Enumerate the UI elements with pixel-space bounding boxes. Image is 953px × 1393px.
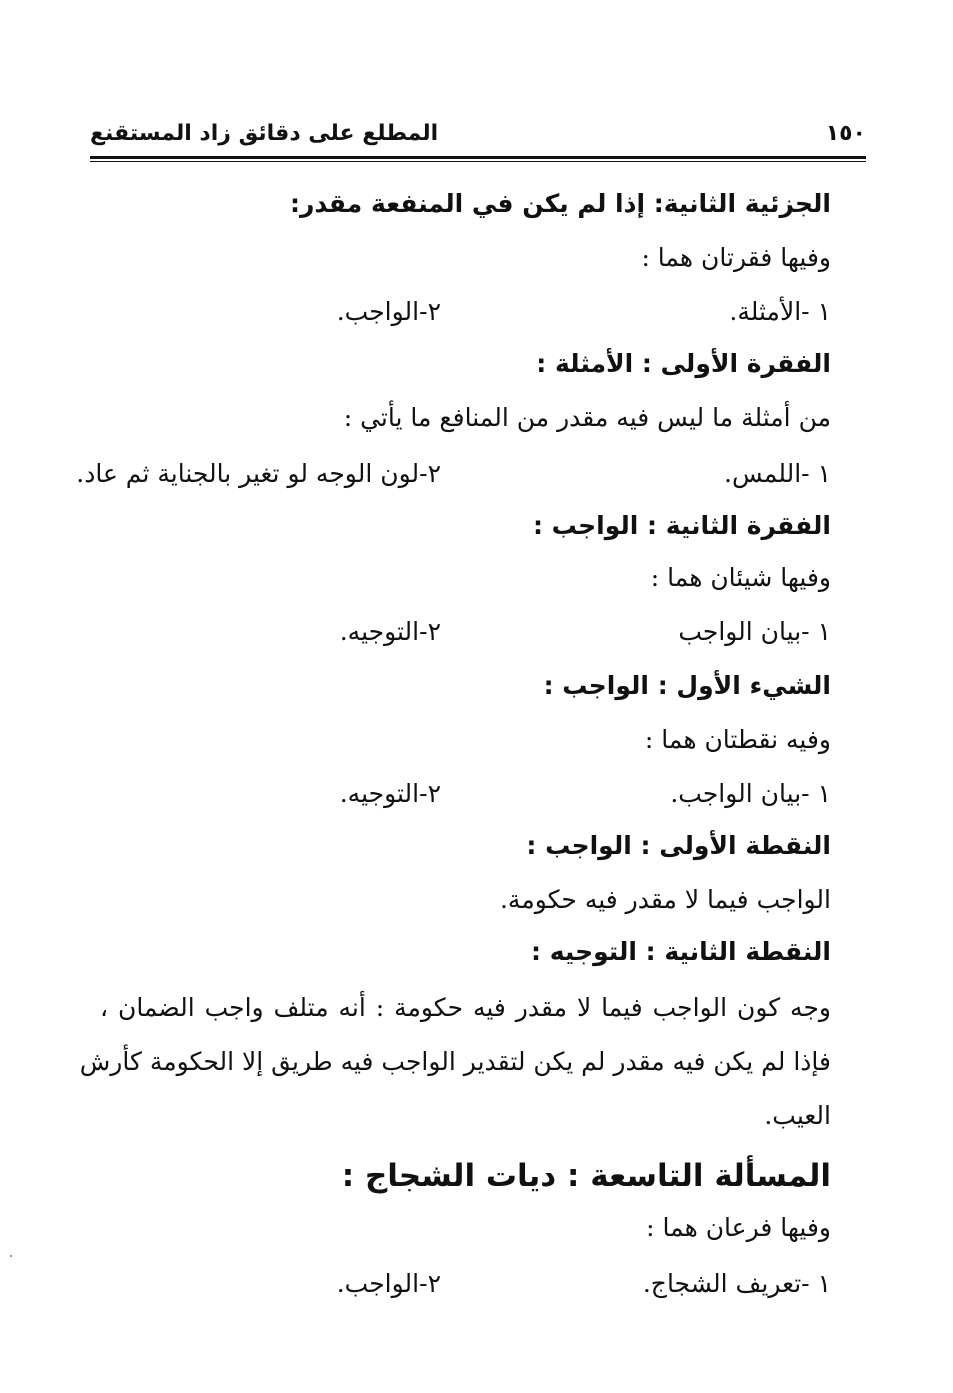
list-item: ٢-التوجيه.	[339, 779, 441, 808]
list-row	[100, 772, 831, 816]
paragraph-line: من أمثلة ما ليس فيه مقدر من المنافع ما يأتي :	[343, 403, 831, 432]
list-item: ٢-الواجب.	[336, 1269, 441, 1298]
list-item: ١ -اللمس.	[724, 459, 831, 488]
scan-speck	[10, 1255, 12, 1257]
list-item: ١ -الأمثلة.	[729, 297, 831, 326]
paragraph-line: وفيها فرعان هما :	[646, 1213, 831, 1242]
header-rule	[90, 156, 866, 159]
subheading: الفقرة الثانية : الواجب :	[532, 511, 831, 540]
paragraph-line: وجه كون الواجب فيما لا مقدر فيه حكومة : أنه متلف واجب الضمان ،	[100, 993, 831, 1022]
list-row	[76, 452, 831, 496]
subheading: الشيء الأول : الواجب :	[543, 671, 831, 700]
subheading: النقطة الأولى : الواجب :	[526, 831, 831, 860]
paragraph-line: الواجب فيما لا مقدر فيه حكومة.	[499, 885, 831, 914]
list-item: ١ -بيان الواجب	[678, 617, 831, 646]
section-heading: المسألة التاسعة : ديات الشجاج :	[341, 1158, 831, 1194]
list-item: ١ -تعريف الشجاج.	[642, 1269, 831, 1298]
header-rule-thin	[90, 161, 866, 162]
page-number: ١٥٠	[825, 120, 866, 146]
list-item: ٢-الواجب.	[336, 297, 441, 326]
list-row	[100, 610, 831, 654]
paragraph-line: فإذا لم يكن فيه مقدر لم يكن لتقدير الواجب فيه طريق إلا الحكومة كأرش	[79, 1047, 831, 1076]
list-item: ٢-التوجيه.	[339, 617, 441, 646]
list-row	[100, 290, 831, 334]
running-header	[90, 112, 866, 154]
paragraph-line: وفيها شيئان هما :	[650, 563, 831, 592]
paragraph-line: وفيه نقطتان هما :	[644, 725, 831, 754]
list-item: ١ -بيان الواجب.	[670, 779, 831, 808]
book-title: المطلع على دقائق زاد المستقنع	[90, 120, 439, 146]
list-item: ٢-لون الوجه لو تغير بالجناية ثم عاد.	[76, 459, 441, 488]
list-row	[100, 1262, 831, 1306]
paragraph-line: وفيها فقرتان هما :	[641, 243, 831, 272]
subheading: الفقرة الأولى : الأمثلة :	[536, 349, 831, 378]
subheading: الجزئية الثانية: إذا لم يكن في المنفعة مقدر:	[289, 189, 831, 218]
subheading: النقطة الثانية : التوجيه :	[531, 937, 831, 966]
paragraph-line: العيب.	[764, 1101, 831, 1130]
